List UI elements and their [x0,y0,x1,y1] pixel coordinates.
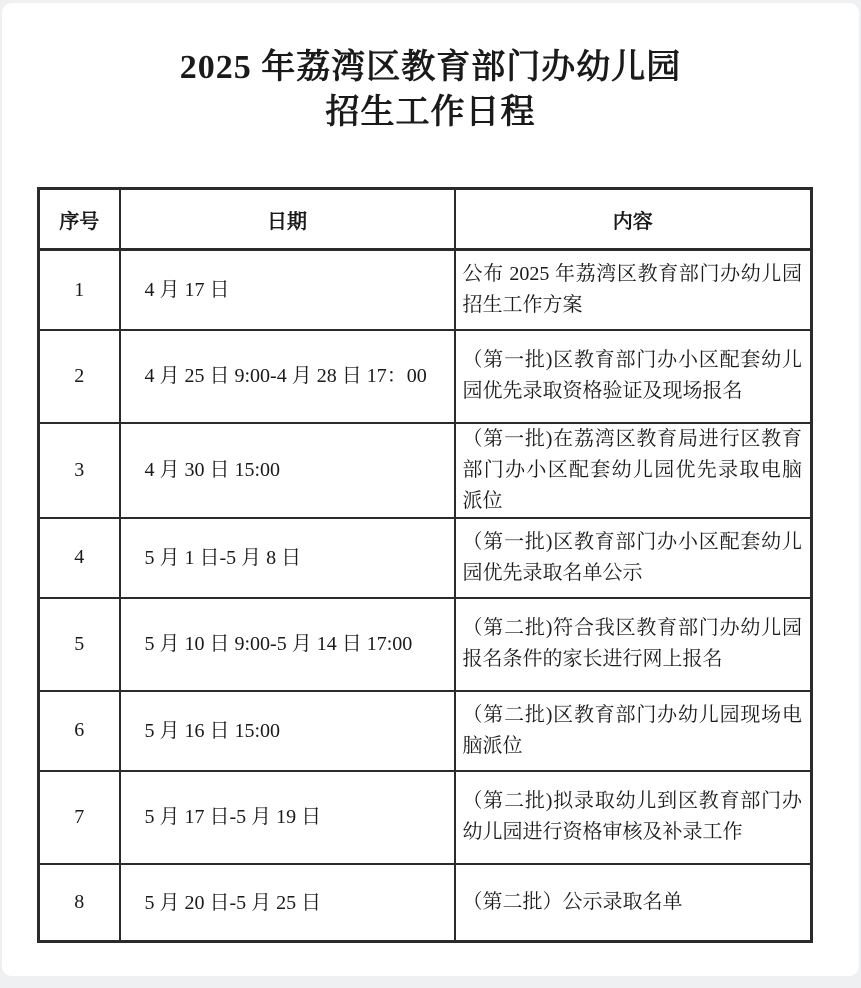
table-row [39,423,812,518]
page-title-line2: 招生工作日程 [325,94,536,132]
date-cell: 4 月 17 日 [120,250,455,330]
date-cell: 5 月 16 日 15:00 [120,691,455,771]
content-cell: （第二批)区教育部门办幼儿园现场电脑派位 [455,691,812,771]
table-row [39,518,812,598]
page-title-line1: 2025 年荔湾区教育部门办幼儿园 [179,49,682,86]
seq-cell: 2 [39,330,120,423]
content-cell: （第一批)区教育部门办小区配套幼儿园优先录取资格验证及现场报名 [455,330,812,423]
date-cell: 4 月 25 日 9:00-4 月 28 日 17：00 [120,330,455,423]
page-title [2,45,859,135]
content-cell: （第一批)区教育部门办小区配套幼儿园优先录取名单公示 [455,518,812,598]
table-row [39,691,812,771]
content-cell: （第二批)符合我区教育部门办幼儿园报名条件的家长进行网上报名 [455,598,812,691]
table-row [39,250,812,330]
content-cell: 公布 2025 年荔湾区教育部门办幼儿园招生工作方案 [455,250,812,330]
date-cell: 5 月 17 日-5 月 19 日 [120,771,455,864]
column-header-seq: 序号 [39,189,120,250]
column-header-date: 日期 [120,189,455,250]
content-cell: （第二批)拟录取幼儿到区教育部门办幼儿园进行资格审核及补录工作 [455,771,812,864]
content-cell: （第一批)在荔湾区教育局进行区教育部门办小区配套幼儿园优先录取电脑派位 [455,423,812,518]
date-cell: 5 月 10 日 9:00-5 月 14 日 17:00 [120,598,455,691]
column-header-content: 内容 [455,189,812,250]
seq-cell: 6 [39,691,120,771]
seq-cell: 7 [39,771,120,864]
date-cell: 4 月 30 日 15:00 [120,423,455,518]
document-page [2,3,859,976]
seq-cell: 1 [39,250,120,330]
seq-cell: 8 [39,864,120,942]
table-row [39,330,812,423]
content-cell: （第二批）公示录取名单 [455,864,812,942]
table-row [39,598,812,691]
enrollment-schedule-table [37,187,813,943]
table-row [39,864,812,942]
date-cell: 5 月 1 日-5 月 8 日 [120,518,455,598]
date-cell: 5 月 20 日-5 月 25 日 [120,864,455,942]
seq-cell: 4 [39,518,120,598]
seq-cell: 3 [39,423,120,518]
table-header-row [39,189,812,250]
seq-cell: 5 [39,598,120,691]
table-row [39,771,812,864]
